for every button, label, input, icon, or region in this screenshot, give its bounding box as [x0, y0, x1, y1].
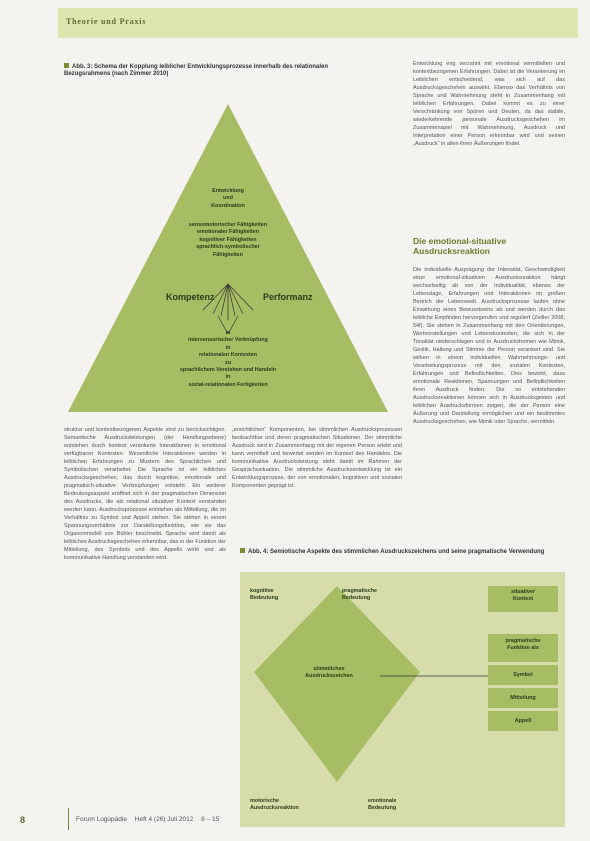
tri-bottom-line-6: sprachlichem Verstehen und Handeln: [179, 367, 277, 374]
figure-3-caption-text: Abb. 3: Schema der Kopplung leiblicher Entwicklungsprozesse innerhalb des relationalen Bezugsrahmens (nach Zimmer 2010): [64, 64, 329, 77]
appell-label: Appell: [514, 718, 532, 724]
page-range: 8 – 15: [201, 816, 220, 823]
page-number: 8: [20, 815, 26, 825]
triangle-top-text: [178, 188, 278, 210]
tri-mid-line-3: kognitiver Fähigkeiten: [199, 236, 257, 243]
section-header-bar: [58, 8, 578, 38]
caption-marker-icon: [64, 63, 69, 68]
br-line-2: Bedeutung: [368, 805, 397, 812]
br-line-1: emotionale: [368, 798, 397, 804]
caption-marker-icon-2: [240, 548, 245, 553]
pragmatic-function-label: [488, 638, 558, 653]
tri-bottom-line-7: in: [225, 374, 231, 381]
figure-4-caption: [240, 548, 565, 556]
diamond-shape: [254, 586, 420, 782]
triangle-bottom-text: [148, 330, 308, 389]
emotional-meaning-label: [368, 798, 428, 813]
tri-bottom-line-4: relationalen Kontexten: [198, 352, 258, 359]
tri-top-line-3: Koordination: [211, 202, 245, 209]
motor-reaction-label: [250, 798, 330, 813]
section-title: Theorie und Praxis: [66, 17, 147, 26]
bl-line-2: Ausdrucksreaktion: [250, 805, 299, 812]
side-mid-line-1: pragmatische: [505, 638, 541, 644]
tl-line-2: Bedeutung: [250, 595, 279, 602]
tl-line-1: kognitive: [250, 588, 274, 594]
journal-name: Forum Logopädie: [76, 816, 127, 823]
situational-context-label: [488, 589, 558, 604]
tri-mid-line-5: Fähigkeiten: [213, 251, 243, 258]
side-top-line-1: situativer: [511, 589, 535, 595]
side-top-line-2: Kontext: [512, 596, 534, 603]
tr-line-1: pragmatische: [342, 588, 378, 594]
tri-top-line-2: und: [223, 195, 233, 202]
triangle-middle-text: [168, 222, 288, 259]
center-line-2: Ausdruckszeichen: [305, 673, 353, 680]
footer-info: [76, 816, 219, 823]
tri-bottom-line-2: intersensorischer Verknüpfung: [188, 337, 268, 344]
lower-middle-column-text: „ersichtlichen“ Komponenten, bei stimmlichen Ausdrucksprozessen beobachtbar und deren pragmatischen Situationen. Der stimmliche Ausdruck wird in Zusammenhang mit der eigenen Person erlebt und kann vermittelt und bewertet werden im Kontext des Handelns. Die kommunikative Ausdrucksleistung steht damit im Rahmen der Gesprächssituation. Die stimmliche Ausdrucksentwicklung ist ein Entwicklungsprozess, der von emotionalen, kognitiven und sozialen Komponenten geprägt ist.: [232, 427, 402, 489]
figure-4-caption-text: Abb. 4: Semiotische Aspekte des stimmlichen Ausdruckszeichens und seine pragmatische Verwendung: [248, 549, 545, 555]
side-mid-line-2: Funktion als: [507, 645, 539, 652]
cognitive-meaning-label: [250, 588, 320, 603]
issue-info: Heft 4 (26) Juli 2012: [134, 816, 194, 823]
vocal-sign-label: [289, 666, 369, 681]
lower-left-column-text: struktur und kontextbezogenen Aspekte sind zu berücksichtigen. Semantische Ausdrucksleistungen (der Handlungsebene) entstehen durch konkret verankerte Interaktionen in emotional verfügbaren Kontexten. Wesentliche Interaktionen werden in leiblichen Erfahrungen zu Mustern des Sprachlichen und Symbolischen verarbeitet. Die Sprache ist ein leibliches Ausdrucksgeschehen, das durch kognitive, emotionale und pragmatisch-situative Verknüpfungen entsteht. Ein weiterer Bedeutungsaspekt eröffnet sich in der pragmatischen Dimension des Ausdrucks, die als relational situativer Kontext verstanden werden kann. Ausdrucksprozesse entstehen als Mitteilung, die im Verhältnis zu Symbol und Appell stehen. Sie stehen in einem Spannungsverhältnis zur Darstellungsfunktion, wie sie das Organonmodell von Bühler beschreibt. Sprache wird damit als leibliches Ausdrucksgeschehen erkennbar, das in der Funktion der Mitteilung, des Symbols und des Appells wirkt und als kommunikative Handlung verstanden wird.: [64, 427, 226, 561]
right-column-top-text: Entwicklung eng verzahnt mit emotional vermittelten und kontextbezogenen Erfahrungen. Dabei ist die Verankerung im Leiblichen entscheidend, was sich auf das Ausdrucksgeschehen auswirkt. Ebenso das Verhältnis von Sprache und Wahrnehmung steht in Zusammenhang mit leiblichen Erfahrungen. Dabei kommt es zu einer Verschränkung von Spüren und Deuten, da das stabile, wiederkehrende personale Ausdrucksgeschehen im Zusammenspiel mit Wahrnehmung, Ausdruck und Interpretation einer Person erkennbar wird und seinen „Ausdruck“ in allen ihren Äußerungen findet.: [413, 61, 565, 147]
tri-bottom-line-3: in: [225, 344, 231, 351]
mitteilung-label: Mitteilung: [510, 695, 536, 701]
figure-3-caption: [64, 63, 364, 78]
symbol-label: Symbol: [513, 672, 533, 678]
tri-bottom-line-1: in: [225, 330, 231, 336]
tri-bottom-line-8: sozial-relationalen Fertigkeiten: [188, 381, 268, 388]
performanz-label: Performanz: [263, 292, 313, 302]
footer-divider: [68, 808, 69, 830]
tri-mid-line-1: sensomotorischer Fähigkeiten: [188, 222, 268, 228]
right-column-body-text: Die individuelle Ausprägung der Intensität, Geschwindigkeit einer emotional-situativen Ausdrucksreaktion hängt wechselseitig ab von der Individualität, ebenso der Lebenslage, Erfahrungen und Interaktionen im großen Bereich der Lebenswelt. Ausdrucksprozesse laufen ohne Einwirkung eines Bewusstseins ab und werden durch das leibliche Empfinden hervorgerufen und reguliert (Zeitler 2008, 54f). Sie stehen in Zusammenhang mit den Orientierungen, Wertvorstellungen und Lebenskontexten, die sich in der Tonalität niederschlagen und in Ausdrucksformen wie Mimik, Gestik, Haltung und Stimme der Person verankert sind. Sie wirken in einem individuellen Wahrnehmungs- und Verarbeitungsprozess mit den sozialen Kontexten, Erfahrungen und Befindlichkeiten. Dies bewirkt, dass emotionale Reaktionen, Spannungen und Befindlichkeiten ihren Ausdruck finden. Die so entstehenden Ausdrucksreaktionen können sich in Ausdrucksgesten und leiblichen Ausdrucksformen zeigen, die der Person eine Äußerung und Darstellung ermöglichen und ein bestimmtes Ausdrucksgeschehen, wie Mimik oder Sprache, vermitteln.: [413, 267, 565, 425]
pragmatic-meaning-label: [342, 588, 412, 603]
tri-bottom-line-5: zu: [225, 359, 231, 366]
section-heading: Die emotional-situative Ausdrucksreaktion: [413, 236, 507, 256]
center-line-1: stimmliches: [313, 666, 345, 672]
tri-mid-line-4: sprachlich-symbolischer: [196, 244, 260, 251]
tri-top-line-1: Entwicklung: [212, 188, 244, 194]
tri-mid-line-2: emotionaler Fähigkeiten: [196, 229, 259, 236]
tr-line-2: Bedeutung: [342, 595, 371, 602]
kompetenz-label: Kompetenz: [166, 292, 215, 302]
bl-line-1: motorische: [250, 798, 280, 804]
